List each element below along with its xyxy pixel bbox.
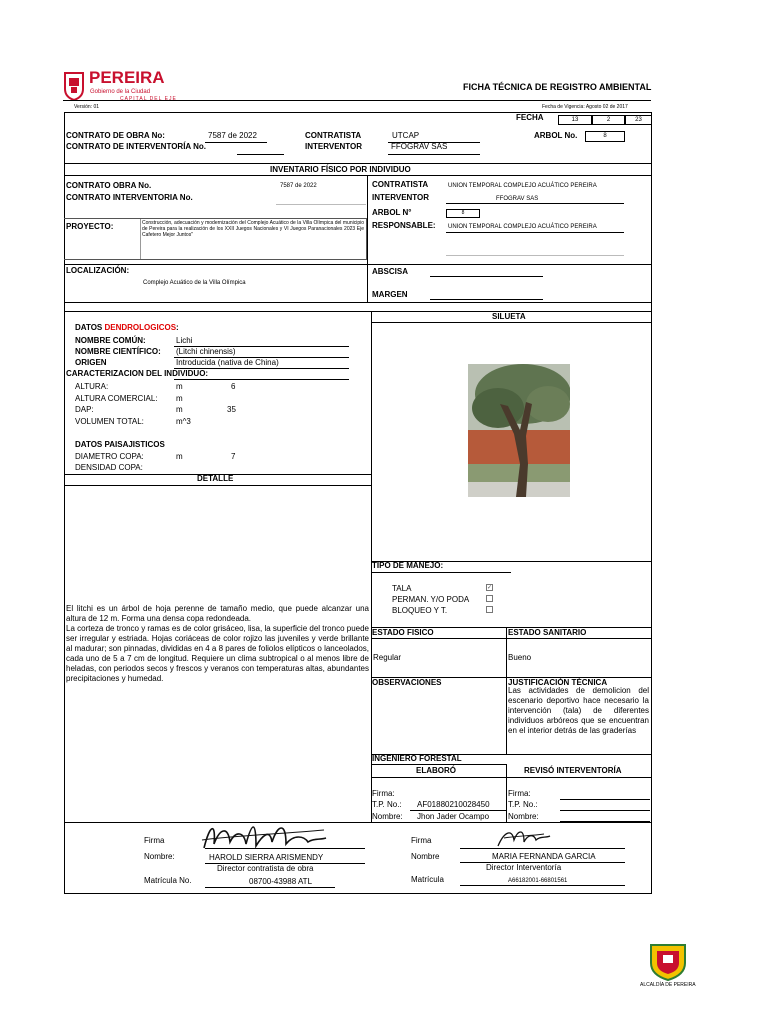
left-signature xyxy=(200,818,330,852)
altura-comercial-label: ALTURA COMERCIAL: xyxy=(75,394,158,403)
observaciones-label: OBSERVACIONES xyxy=(372,678,442,687)
left-matricula-label: Matrícula No. xyxy=(144,876,192,885)
inventario-title: INVENTARIO FÍSICO POR INDIVIDUO xyxy=(270,165,411,174)
right-matricula-value: A66182001-66801561 xyxy=(508,878,568,884)
diametro-label: DIAMETRO COPA: xyxy=(75,452,144,461)
tree-photo xyxy=(468,364,570,497)
perman-checkbox[interactable] xyxy=(486,595,493,602)
left-nombre-value: HAROLD SIERRA ARISMENDY xyxy=(209,853,324,862)
tala-checkbox[interactable]: ✓ xyxy=(487,585,493,591)
city-shield-icon xyxy=(63,71,85,101)
datos-dendrologicos-title: DATOS DENDROLOGICOS: xyxy=(75,323,179,332)
firma2-label: Firma: xyxy=(508,789,531,798)
perman-label: PERMAN. Y/O PODA xyxy=(392,595,470,604)
vigencia-label: Fecha de Vigencia: Agosto 02 de 2017 xyxy=(542,104,628,110)
version-label: Versión: 01 xyxy=(74,104,100,110)
dap-value: 35 xyxy=(227,405,236,414)
seal-caption: ALCALDÍA DE PEREIRA xyxy=(640,982,696,988)
estado-sanitario-label: ESTADO SANITARIO xyxy=(508,628,587,637)
dap-unit: m xyxy=(176,405,183,414)
origen-value: Introducida (nativa de China) xyxy=(176,358,279,367)
inv-interventor-label: INTERVENTOR xyxy=(372,193,430,202)
detalle-label: DETALLE xyxy=(197,474,234,483)
nombre-cientifico-label: NOMBRE CIENTÍFICO: xyxy=(75,347,161,356)
ingeniero-label: INGENIERO FORESTAL xyxy=(372,754,462,763)
altura-unit: m xyxy=(176,382,183,391)
inv-contrato-obra-value: 7587 de 2022 xyxy=(280,183,317,189)
abscisa-label: ABSCISA xyxy=(372,267,409,276)
bloqueo-checkbox[interactable] xyxy=(486,606,493,613)
volumen-label: VOLUMEN TOTAL: xyxy=(75,417,144,426)
contrato-obra-value: 7587 de 2022 xyxy=(208,131,257,140)
contratista-label: CONTRATISTA xyxy=(305,131,362,140)
justificacion-label: JUSTIFICACIÓN TÉCNICA xyxy=(508,678,608,687)
firma-label: Firma: xyxy=(372,789,395,798)
proyecto-value: Construcción, adecuación y modernización del Complejo Acuático de la Villa Olímpica del municipio de Pereira para la realización de los XXII Juegos Nacionales y VI Juegos Paranacionales 2023 Eje Cafetero Mejor Juntos" xyxy=(142,220,364,238)
inv-interventor-value: FFOGRAV SAS xyxy=(496,196,539,202)
altura-value: 6 xyxy=(231,382,236,391)
inv-contrato-obra-label: CONTRATO OBRA No. xyxy=(66,181,152,190)
inv-contratista-label: CONTRATISTA xyxy=(372,180,429,189)
elaboro-label: ELABORÓ xyxy=(416,766,456,775)
nombre2-label: Nombre: xyxy=(508,812,539,821)
right-cargo: Director Interventoría xyxy=(486,863,562,872)
paisajisticos-label: DATOS PAISAJISTICOS xyxy=(75,440,165,449)
right-firma-label: Firma xyxy=(411,836,432,845)
nombre-comun-value: Lichi xyxy=(176,336,193,345)
contratista-value: UTCAP xyxy=(392,131,420,140)
estado-fisico-label: ESTADO FISICO xyxy=(372,628,434,637)
nombre-value: Jhon Jader Ocampo xyxy=(417,812,490,821)
inv-responsable-label: RESPONSABLE: xyxy=(372,221,436,230)
caracterizacion-label: CARACTERIZACION DEL INDIVIDUO: xyxy=(66,369,209,378)
inv-arbol-value-box: 8 xyxy=(446,209,480,218)
fecha-month: 2 xyxy=(592,115,625,125)
left-firma-label: Firma xyxy=(144,836,165,845)
logo-tagline: CAPITAL DEL EJE xyxy=(120,96,177,102)
justificacion-text: Las actividades de demolicion del escenario deportivo hace necesario la intervención (tala) de diferentes individuos arbóreos que se encuentran en el interior detrás de las graderías xyxy=(508,686,649,735)
margen-label: MARGEN xyxy=(372,290,408,299)
bloqueo-label: BLOQUEO Y T. xyxy=(392,606,448,615)
localizacion-value: Complejo Acuático de la Villa Olímpica xyxy=(143,280,246,286)
silueta-label: SILUETA xyxy=(492,312,526,321)
inv-arbol-label: ARBOL N° xyxy=(372,208,412,217)
detalle-text: El litchi es un árbol de hoja perenne de tamaño medio, que puede alcanzar una altura de 12 m. Forma una densa copa redondeada. La corteza de tronco y ramas es de color grisáceo, lisa, la superficie del tronco puede ser irregular y estriada. Hojas coriáceas de color rojizo las juveniles y verde brillante al madurar; son pinnadas, divididas en 4 a 8 pares de foliolos elípticos o lanceolados, cada uno de 5 a 7 cm de longitud. Requiere un clima subtropical o al menos libre de heladas, con periodos secos y frescos y veranos con temperaturas altas, abundantes precipitaciones y humedad. xyxy=(66,604,369,683)
contrato-interventoria-label: CONTRATO DE INTERVENTORÍA No. xyxy=(66,142,207,151)
tala-label: TALA xyxy=(392,584,412,593)
contrato-obra-label: CONTRATO DE OBRA No: xyxy=(66,131,165,140)
fecha-label: FECHA xyxy=(516,113,544,122)
estado-sanitario-value: Bueno xyxy=(508,653,532,662)
volumen-unit: m^3 xyxy=(176,417,191,426)
inv-contratista-value: UNION TEMPORAL COMPLEJO ACUÁTICO PEREIRA xyxy=(448,183,597,189)
nombre-comun-label: NOMBRE COMÚN: xyxy=(75,336,146,345)
logo-name: PEREIRA xyxy=(89,68,165,87)
alcaldia-seal-icon xyxy=(647,941,689,981)
nombre-label: Nombre: xyxy=(372,812,403,821)
form-title: FICHA TÉCNICA DE REGISTRO AMBIENTAL xyxy=(463,82,652,92)
dap-label: DAP: xyxy=(75,405,94,414)
fecha-year: 23 xyxy=(625,115,652,125)
interventor-value: FFOGRAV SAS xyxy=(391,142,448,151)
proyecto-label: PROYECTO: xyxy=(66,222,114,231)
diametro-value: 7 xyxy=(231,452,236,461)
right-signature xyxy=(494,824,554,850)
interventor-label: INTERVENTOR xyxy=(305,142,363,151)
right-matricula-label: Matrícula xyxy=(411,875,444,884)
densidad-label: DENSIDAD COPA: xyxy=(75,463,143,472)
right-nombre-value: MARIA FERNANDA GARCIA xyxy=(492,852,596,861)
altura-comercial-unit: m xyxy=(176,394,183,403)
inv-contrato-interv-label: CONTRATO INTERVENTORIA No. xyxy=(66,193,193,202)
tp2-label: T.P. No.: xyxy=(508,800,538,809)
arbol-label: ARBOL No. xyxy=(534,131,578,140)
left-matricula-value: 08700-43988 ATL xyxy=(249,877,313,886)
altura-label: ALTURA: xyxy=(75,382,109,391)
origen-label: ORIGEN xyxy=(75,358,107,367)
localizacion-label: LOCALIZACIÓN: xyxy=(66,266,130,275)
logo-subtitle: Gobierno de la Ciudad xyxy=(90,89,151,95)
right-nombre-label: Nombre xyxy=(411,852,440,861)
tipo-manejo-label: TIPO DE MANEJO: xyxy=(372,561,444,570)
tp-value: AF01880210028450 xyxy=(417,800,490,809)
tp-label: T.P. No.: xyxy=(372,800,402,809)
left-nombre-label: Nombre: xyxy=(144,852,175,861)
arbol-value-box: 8 xyxy=(585,131,625,142)
estado-fisico-value: Regular xyxy=(373,653,402,662)
reviso-label: REVISÓ INTERVENTORÍA xyxy=(524,766,622,775)
fecha-day: 13 xyxy=(558,115,592,125)
left-cargo: Director contratista de obra xyxy=(217,864,314,873)
nombre-cientifico-value: (Litchi chinensis) xyxy=(176,347,236,356)
inv-responsable-value: UNION TEMPORAL COMPLEJO ACUÁTICO PEREIRA xyxy=(448,224,597,230)
diametro-unit: m xyxy=(176,452,183,461)
